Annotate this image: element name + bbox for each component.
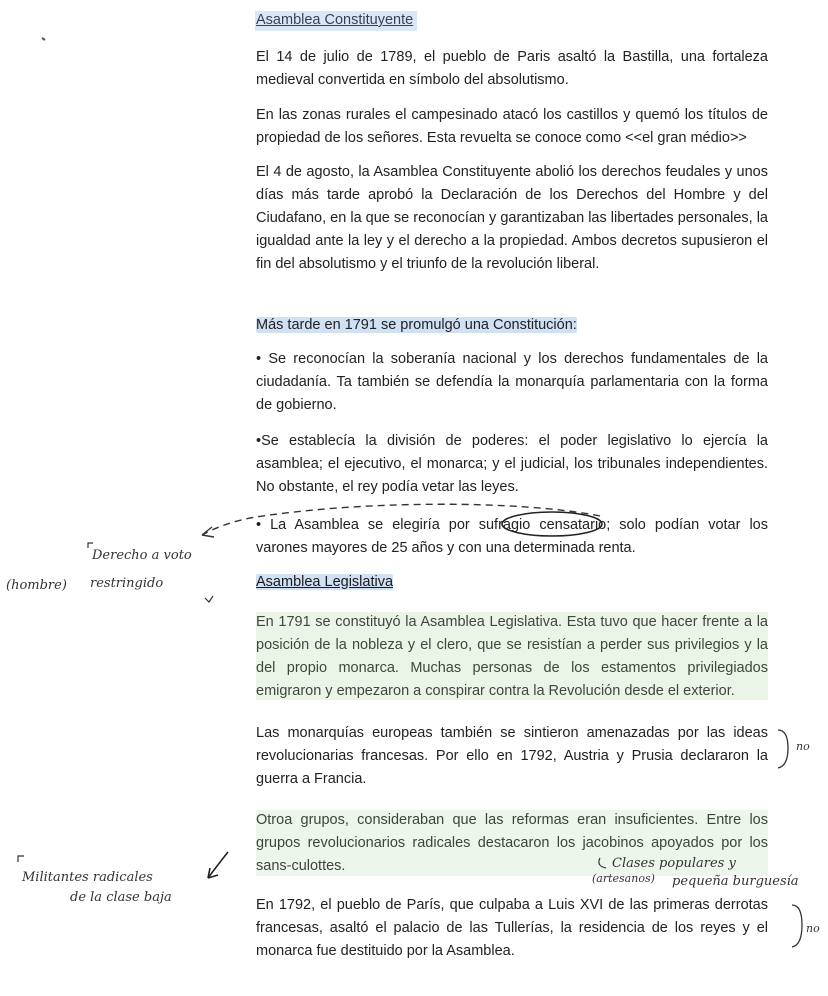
handwritten-note: Clases populares y [612, 856, 736, 871]
handwritten-note: (artesanos) [592, 872, 655, 885]
paragraph: Otroa grupos, consideraban que las reformas eran insuficientes. Entre los grupos revolucionarios radicales destacaron los jacobinos apoyados por los sans-culottes. [256, 812, 768, 874]
handwritten-note: de la clase baja [70, 890, 172, 905]
paragraph: En 1791 se constituyó la Asamblea Legislativa. Esta tuvo que hacer frente a la posición de la nobleza y el clero, que se resistían a perder sus privilegios y la del propio monarca. Muchas personas de los estamentos privilegiados emigraron y empezaron a conspirar contra la Revolución desde el exterior. [256, 614, 768, 699]
handwritten-note: (hombre) [6, 578, 67, 593]
paragraph-highlighted: Más tarde en 1791 se promulgó una Constitución: [256, 317, 577, 333]
section-title-legislativa: Asamblea Legislativa [256, 574, 394, 590]
paragraph: En 1792, el pueblo de París, que culpaba a Luis XVI de las primeras derrotas francesas, asaltó el palacio de las Tullerías, la residencia de los reyes y el monarca fue destituido por la Asamblea. [256, 897, 768, 959]
section-title-constituyente: Asamblea Constituyente [256, 12, 414, 28]
paragraph: El 4 de agosto, la Asamblea Constituyente abolió los derechos feudales y unos días más tarde aprobó la Declaración de los Derechos del Hombre y del Ciudafano, en la que se reconocían y garantizaban las libertades personales, la igualdad ante la ley y el derecho a la propiedad. Ambos decretos supusieron el fin del absolutismo y el triunfo de la revolución liberal. [256, 164, 768, 272]
paragraph: El 14 de julio de 1789, el pueblo de Paris asaltó la Bastilla, una fortaleza medieval convertida en símbolo del absolutismo. [256, 49, 768, 88]
handwritten-note: pequeña burguesía [672, 874, 799, 889]
paragraph: En las zonas rurales el campesinado atacó los castillos y quemó los títulos de propiedad de los señores. Esta revuelta se conoce como <<el gran médio>> [256, 107, 768, 146]
handwritten-note: Militantes radicales [22, 870, 153, 885]
handwritten-note: Derecho a voto [92, 548, 192, 563]
handwritten-note: no [806, 922, 820, 935]
bullet-item: • La Asamblea se elegiría por sufragio censatario; solo podían votar los varones mayores de 25 años y con una determinada renta. [256, 517, 768, 556]
handwritten-note: restringido [90, 576, 164, 591]
paragraph: Las monarquías europeas también se sintieron amenazadas por las ideas revolucionarias francesas. Por ello en 1792, Austria y Prusia declararon la guerra a Francia. [256, 725, 768, 787]
bullet-item: •Se establecía la división de poderes: el poder legislativo lo ejercía la asamblea; el ejecutivo, el monarca; y el judicial, los tribunales independientes. No obstante, el rey podía vetar las leyes. [256, 433, 768, 495]
bullet-item: • Se reconocían la soberanía nacional y los derechos fundamentales de la ciudadanía. Ta también se defendía la monarquía parlamentaria con la forma de gobierno. [256, 351, 768, 413]
handwritten-note: no [796, 740, 810, 753]
